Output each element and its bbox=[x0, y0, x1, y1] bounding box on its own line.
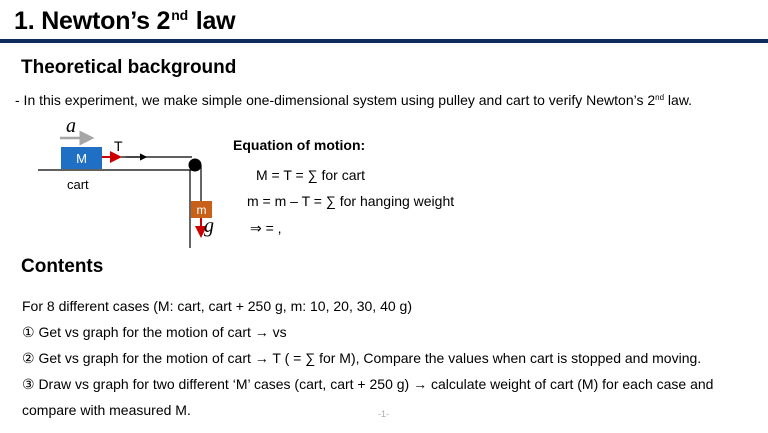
section-heading-background: Theoretical background bbox=[21, 57, 237, 78]
hanging-weight-label: m bbox=[196, 203, 207, 217]
equation-heading: Equation of motion: bbox=[233, 137, 366, 153]
gravity-label: g bbox=[204, 215, 214, 237]
cart-block-label: M bbox=[76, 151, 87, 166]
contents-line: ① Get vs graph for the motion of cart → vs bbox=[22, 324, 287, 340]
title-divider bbox=[0, 39, 768, 43]
acceleration-label: a bbox=[66, 115, 76, 137]
intro-text: - In this experiment, we make simple one-dimensional system using pulley and cart to verify Newton’s 2nd law. bbox=[15, 92, 693, 108]
cart-caption: cart bbox=[67, 177, 89, 192]
pulley bbox=[189, 159, 202, 172]
equation-result: ⇒ = , bbox=[250, 220, 282, 236]
section-heading-contents: Contents bbox=[21, 256, 104, 277]
contents-line: compare with measured M. bbox=[22, 402, 191, 418]
page-title: 1. Newton’s 2nd law bbox=[14, 7, 236, 35]
contents-line: ③ Draw vs graph for two different ‘M’ cases (cart, cart + 250 g) → calculate weight of cart (M) for each case and bbox=[22, 376, 714, 392]
contents-line: ② Get vs graph for the motion of cart → T ( = ∑ for M), Compare the values when cart is stopped and moving. bbox=[22, 350, 702, 366]
pulley-cart-diagram bbox=[0, 110, 230, 250]
contents-line: For 8 different cases (M: cart, cart + 250 g, m: 10, 20, 30, 40 g) bbox=[22, 298, 412, 314]
equation-hanging-weight: m = m – T = ∑ for hanging weight bbox=[247, 193, 455, 209]
tension-label: T bbox=[114, 138, 123, 154]
equation-cart: M = T = ∑ for cart bbox=[256, 167, 366, 183]
page-number: -1- bbox=[378, 409, 389, 419]
